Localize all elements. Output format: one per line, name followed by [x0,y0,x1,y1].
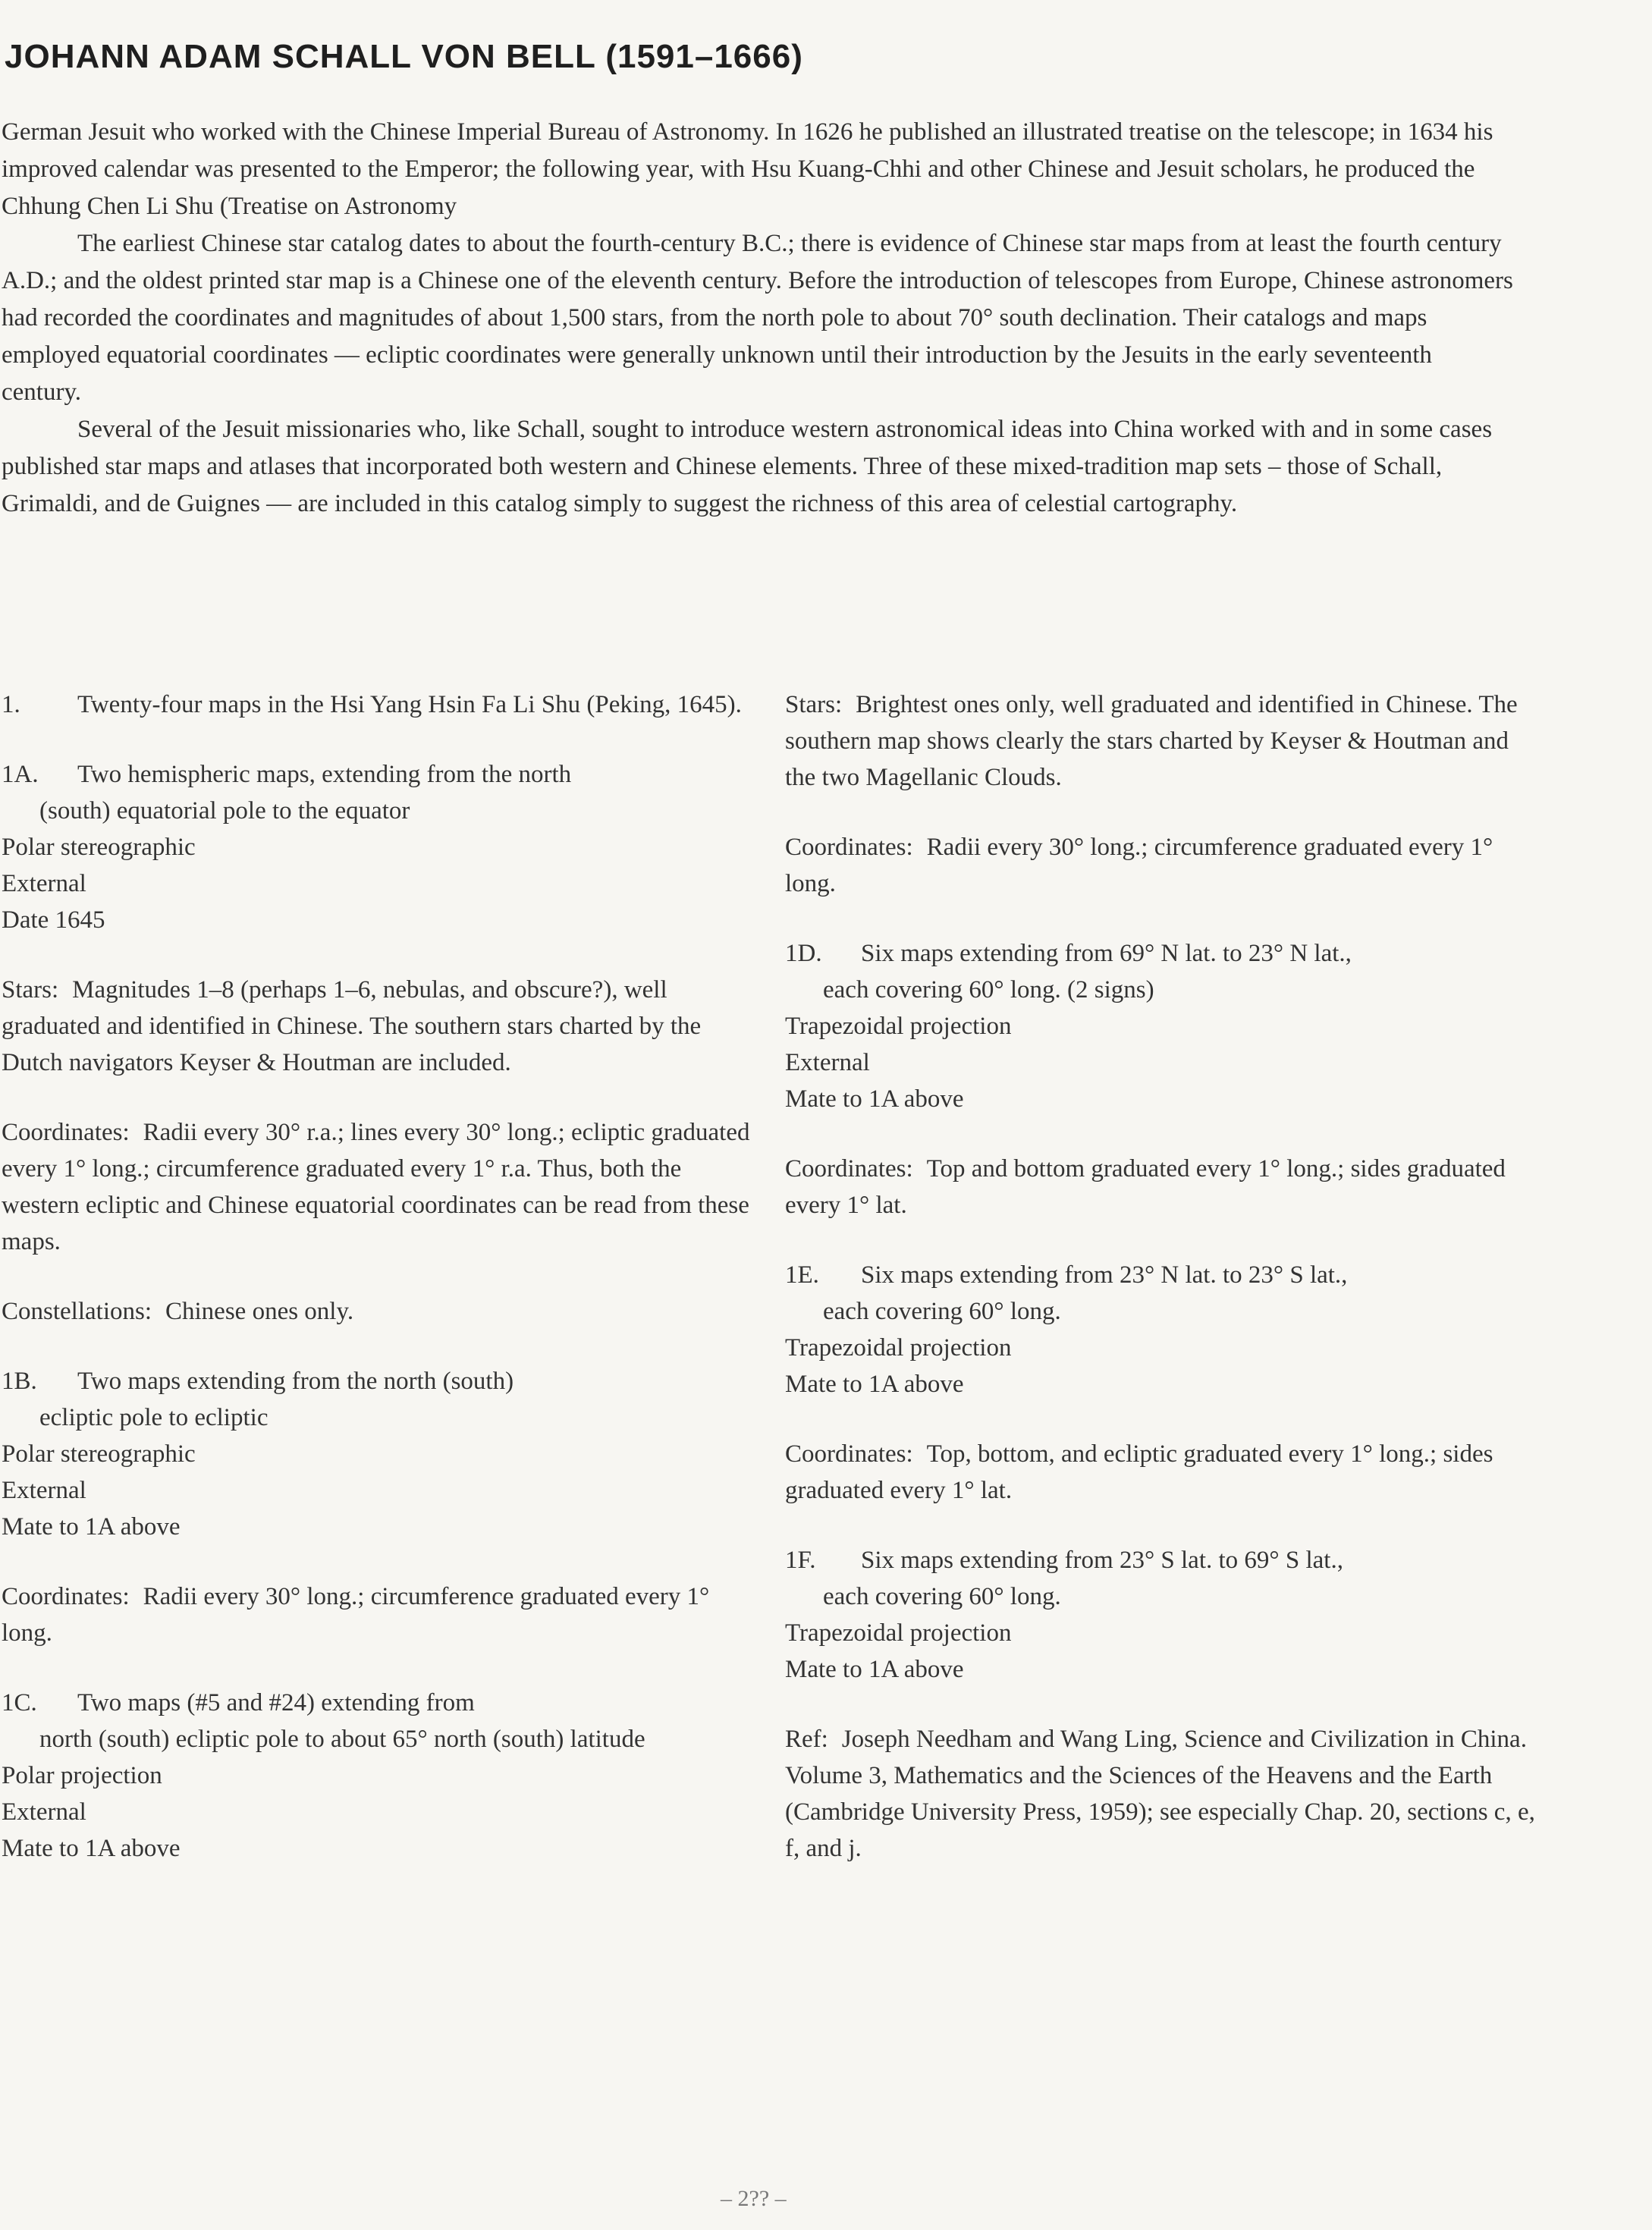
right-column [785,686,1544,1900]
entry-1d [785,935,1544,1117]
field-text: Joseph Needham and Wang Ling, Science and Civilization in China. Volume 3, Mathematics and the Sciences of the Heavens and the Earth (Cambridge University Press, 1959); see especially Chap. 20, sections c, e, f, and j. [785,1726,1535,1862]
entry-detail: External [2,1798,86,1826]
field-text: Top, bottom, and ecliptic graduated every 1° long.; sides graduated every 1° lat. [785,1440,1493,1504]
entry-detail: Mate to 1A above [2,1835,181,1862]
entry-1e [785,1257,1544,1402]
field-text: Brightest ones only, well graduated and identified in Chinese. The southern map shows clearly the stars charted by Keyser & Houtman and the two Magellanic Clouds. [785,691,1518,791]
coordinates-paragraph [785,829,1544,902]
field-text: Magnitudes 1–8 (perhaps 1–6, nebulas, and obscure?), well graduated and identified in Chinese. The southern stars charted by the Dutch navigators Keyser & Houtman are included. [2,976,702,1076]
entry-detail: Trapezoidal projection [785,1619,1012,1647]
entry-heading: Six maps extending from 23° S lat. to 69° S lat., [861,1547,1343,1574]
field-label: Coordinates: [785,834,913,861]
entry-detail: Mate to 1A above [785,1656,964,1683]
entry-continuation: north (south) ecliptic pole to about 65° north (south) latitude [39,1726,645,1753]
entry-detail: Mate to 1A above [785,1371,964,1398]
entry-1a [2,756,760,938]
field-label: Stars: [2,976,59,1003]
entry-detail: External [2,1477,86,1504]
entry-detail: Polar projection [2,1762,162,1789]
entry-text: Twenty-four maps in the Hsi Yang Hsin Fa Li Shu (Peking, 1645). [77,691,742,718]
field-text: Radii every 30° long.; circumference graduated every 1° long. [785,834,1493,897]
entry-continuation: (south) equatorial pole to the equator [39,797,410,824]
entry-heading: Two hemispheric maps, extending from the north [77,761,572,788]
entry-number: 1F. [785,1547,816,1574]
coordinates-paragraph [2,1578,760,1651]
left-column [2,686,760,1900]
coordinates-paragraph [785,1151,1544,1223]
entry-heading: Six maps extending from 69° N lat. to 23° N lat., [861,940,1352,967]
reference-paragraph [785,1721,1544,1867]
field-text: Radii every 30° long.; circumference graduated every 1° long. [2,1583,710,1647]
stars-paragraph [785,686,1544,796]
entry-1c [2,1685,760,1867]
entry-1b [2,1363,760,1545]
stars-paragraph [2,972,760,1081]
entry-detail: Polar stereographic [2,1440,196,1468]
entry-number: 1B. [2,1368,37,1395]
entry-detail: Mate to 1A above [2,1513,181,1541]
entry-number: 1D. [785,940,822,967]
intro-paragraph: The earliest Chinese star catalog dates to about the fourth-century B.C.; there is evidence of Chinese star maps from at least the fourth century A.D.; and the oldest printed star map is a Chinese one of the eleventh century. Before the introduction of telescopes from Europe, Chinese astronomers had recorded the coordinates and magnitudes of about 1,500 stars, from the north pole to about 70° south declination. Their catalogs and maps employed equatorial coordinates — ecliptic coordinates were generally unknown until their introduction by the Jesuits in the early seventeenth century. [2,230,1513,406]
constellations-paragraph [2,1293,760,1330]
field-label: Coordinates: [785,1440,913,1468]
entry-heading: Two maps (#5 and #24) extending from [77,1689,475,1716]
entry-1 [2,686,760,723]
field-label: Coordinates: [2,1583,130,1610]
entry-detail: Trapezoidal projection [785,1013,1012,1040]
intro-paragraph: German Jesuit who worked with the Chinese Imperial Bureau of Astronomy. In 1626 he published an illustrated treatise on the telescope; in 1634 his improved calendar was presented to the Emperor; the following year, with Hsu Kuang-Chhi and other Chinese and Jesuit scholars, he produced the Chhung Chen Li Shu (Treatise on Astronomy [2,118,1493,220]
coordinates-paragraph [785,1436,1544,1509]
entry-continuation: ecliptic pole to ecliptic [39,1404,269,1431]
field-text: Radii every 30° r.a.; lines every 30° long.; ecliptic graduated every 1° long.; circumference graduated every 1° r.a. Thus, both the western ecliptic and Chinese equatorial coordinates can be read from these maps. [2,1119,750,1255]
field-label: Constellations: [2,1298,152,1325]
entry-continuation: each covering 60° long. (2 signs) [823,976,1154,1003]
entry-heading: Two maps extending from the north (south) [77,1368,514,1395]
entry-number: 1C. [2,1689,37,1716]
entry-1f [785,1542,1544,1688]
entry-detail: Polar stereographic [2,834,196,861]
intro-paragraph: Several of the Jesuit missionaries who, like Schall, sought to introduce western astronomical ideas into China worked with and in some cases published star maps and atlases that incorporated both western and Chinese elements. Three of these mixed-tradition map sets – those of Schall, Grimaldi, and de Guignes — are included in this catalog simply to suggest the richness of this area of celestial cartography. [2,416,1493,517]
entry-heading: Six maps extending from 23° N lat. to 23° S lat., [861,1261,1348,1289]
field-label: Coordinates: [2,1119,130,1146]
field-label: Stars: [785,691,843,718]
intro-text [2,114,1515,523]
entry-detail: Date 1645 [2,906,105,934]
entry-number: 1A. [2,761,39,788]
page-number: – 2?? – [721,2186,787,2211]
entry-number: 1. [2,691,20,718]
page-title: JOHANN ADAM SCHALL VON BELL (1591–1666) [5,38,803,75]
field-label: Ref: [785,1726,828,1753]
entry-detail: External [2,870,86,897]
entry-continuation: each covering 60° long. [823,1583,1061,1610]
field-text: Top and bottom graduated every 1° long.; sides graduated every 1° lat. [785,1155,1506,1219]
entry-continuation: each covering 60° long. [823,1298,1061,1325]
entry-detail: Mate to 1A above [785,1085,964,1113]
field-text: Chinese ones only. [165,1298,354,1325]
entry-number: 1E. [785,1261,819,1289]
entry-detail: Trapezoidal projection [785,1334,1012,1362]
field-label: Coordinates: [785,1155,913,1183]
coordinates-paragraph [2,1114,760,1260]
entry-detail: External [785,1049,870,1076]
